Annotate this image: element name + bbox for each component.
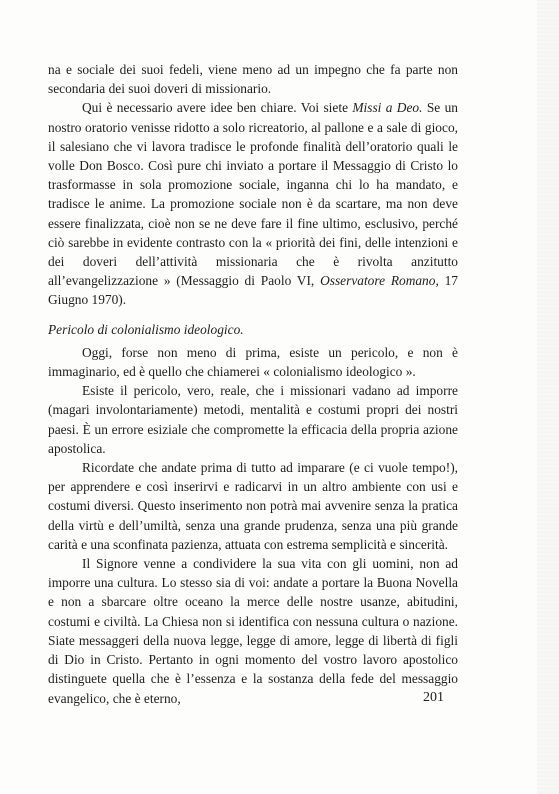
text-run: Ricordate che andate prima di tutto ad imparare (e ci vuole tempo!), per apprendere e così inserirvi e radicarvi in un altro ambiente con usi e costumi diversi. Questo inserimento non potrà mai avvenire senza la pratica della virtù e dell’umiltà, senza una grande prudenza, senza una più grande carità e una sconfinata pazienza, attuata con estrema semplicità e sincerità. <box>48 460 458 552</box>
body-text <box>48 60 458 708</box>
paragraph <box>48 343 458 381</box>
text-run: 17 Giugno 1970). <box>48 273 458 308</box>
italic-run: Osservatore Romano, <box>320 273 439 289</box>
page-edge-shadow <box>537 0 559 794</box>
text-run: Esiste il pericolo, vero, reale, che i missionari vadano ad imporre (magari involontariamente) metodi, mentalità e costumi propri dei nostri paesi. È un errore esiziale che compromette la efficacia della propria azione apostolica. <box>48 383 458 456</box>
text-run: na e sociale dei suoi fedeli, viene meno ad un impegno che fa parte non secondaria dei suoi doveri di missionario. <box>48 62 458 97</box>
paragraph <box>48 60 458 98</box>
text-run: Se un nostro oratorio venisse ridotto a solo ricreatorio, al pallone e a sale di gioco, il salesiano che vi lavora tradisce le profonde finalità dell’oratorio quali le volle Don Bosco. Così pure chi inviato a portare il Messaggio di Cristo lo trasformasse in sola promozione sociale, inganna chi lo ha mandato, e tradisce le anime. La promozione sociale non è da scartare, ma non deve essere finalizzata, cioè non se ne deve fare il fine ultimo, esclusivo, perché ciò sarebbe in evidente contrasto con la « priorità dei fini, delle intenzioni e dei doveri dell’attività missionaria che è rivolta anzitutto all’evangelizzazione » (Messaggio di Paolo VI, <box>48 100 458 289</box>
page-number: 201 <box>423 690 444 705</box>
section-heading-text: Pericolo di colonialismo ideologico. <box>48 321 244 337</box>
paragraph <box>48 381 458 458</box>
text-run: Qui è necessario avere idee ben chiare. Voi siete <box>82 100 353 116</box>
text-run: Oggi, forse non meno di prima, esiste un pericolo, e non è immaginario, ed è quello che chiamerei « colonialismo ideologico ». <box>48 344 458 380</box>
section-heading <box>48 320 458 339</box>
italic-run: Missi a Deo. <box>352 100 423 116</box>
text-run: Il Signore venne a condividere la sua vita con gli uomini, non ad imporre una cultura. Lo stesso sia di voi: andate a portare la Buona Novella e non a sbarcare oltre oceano la merce delle nostre usanze, abitudini, costumi e civiltà. La Chiesa non si identifica con nessuna cultura o nazione. Siate messaggeri della nuova legge, legge di amore, legge di libertà di figli di Dio in Cristo. Pertanto in ogni momento del vostro lavoro apostolico distinguete quella che è l’essenza e la sostanza della fede del messaggio evangelico, che è eterno, <box>48 556 458 706</box>
paragraph <box>48 98 458 309</box>
paragraph <box>48 458 458 554</box>
paragraph <box>48 554 458 708</box>
